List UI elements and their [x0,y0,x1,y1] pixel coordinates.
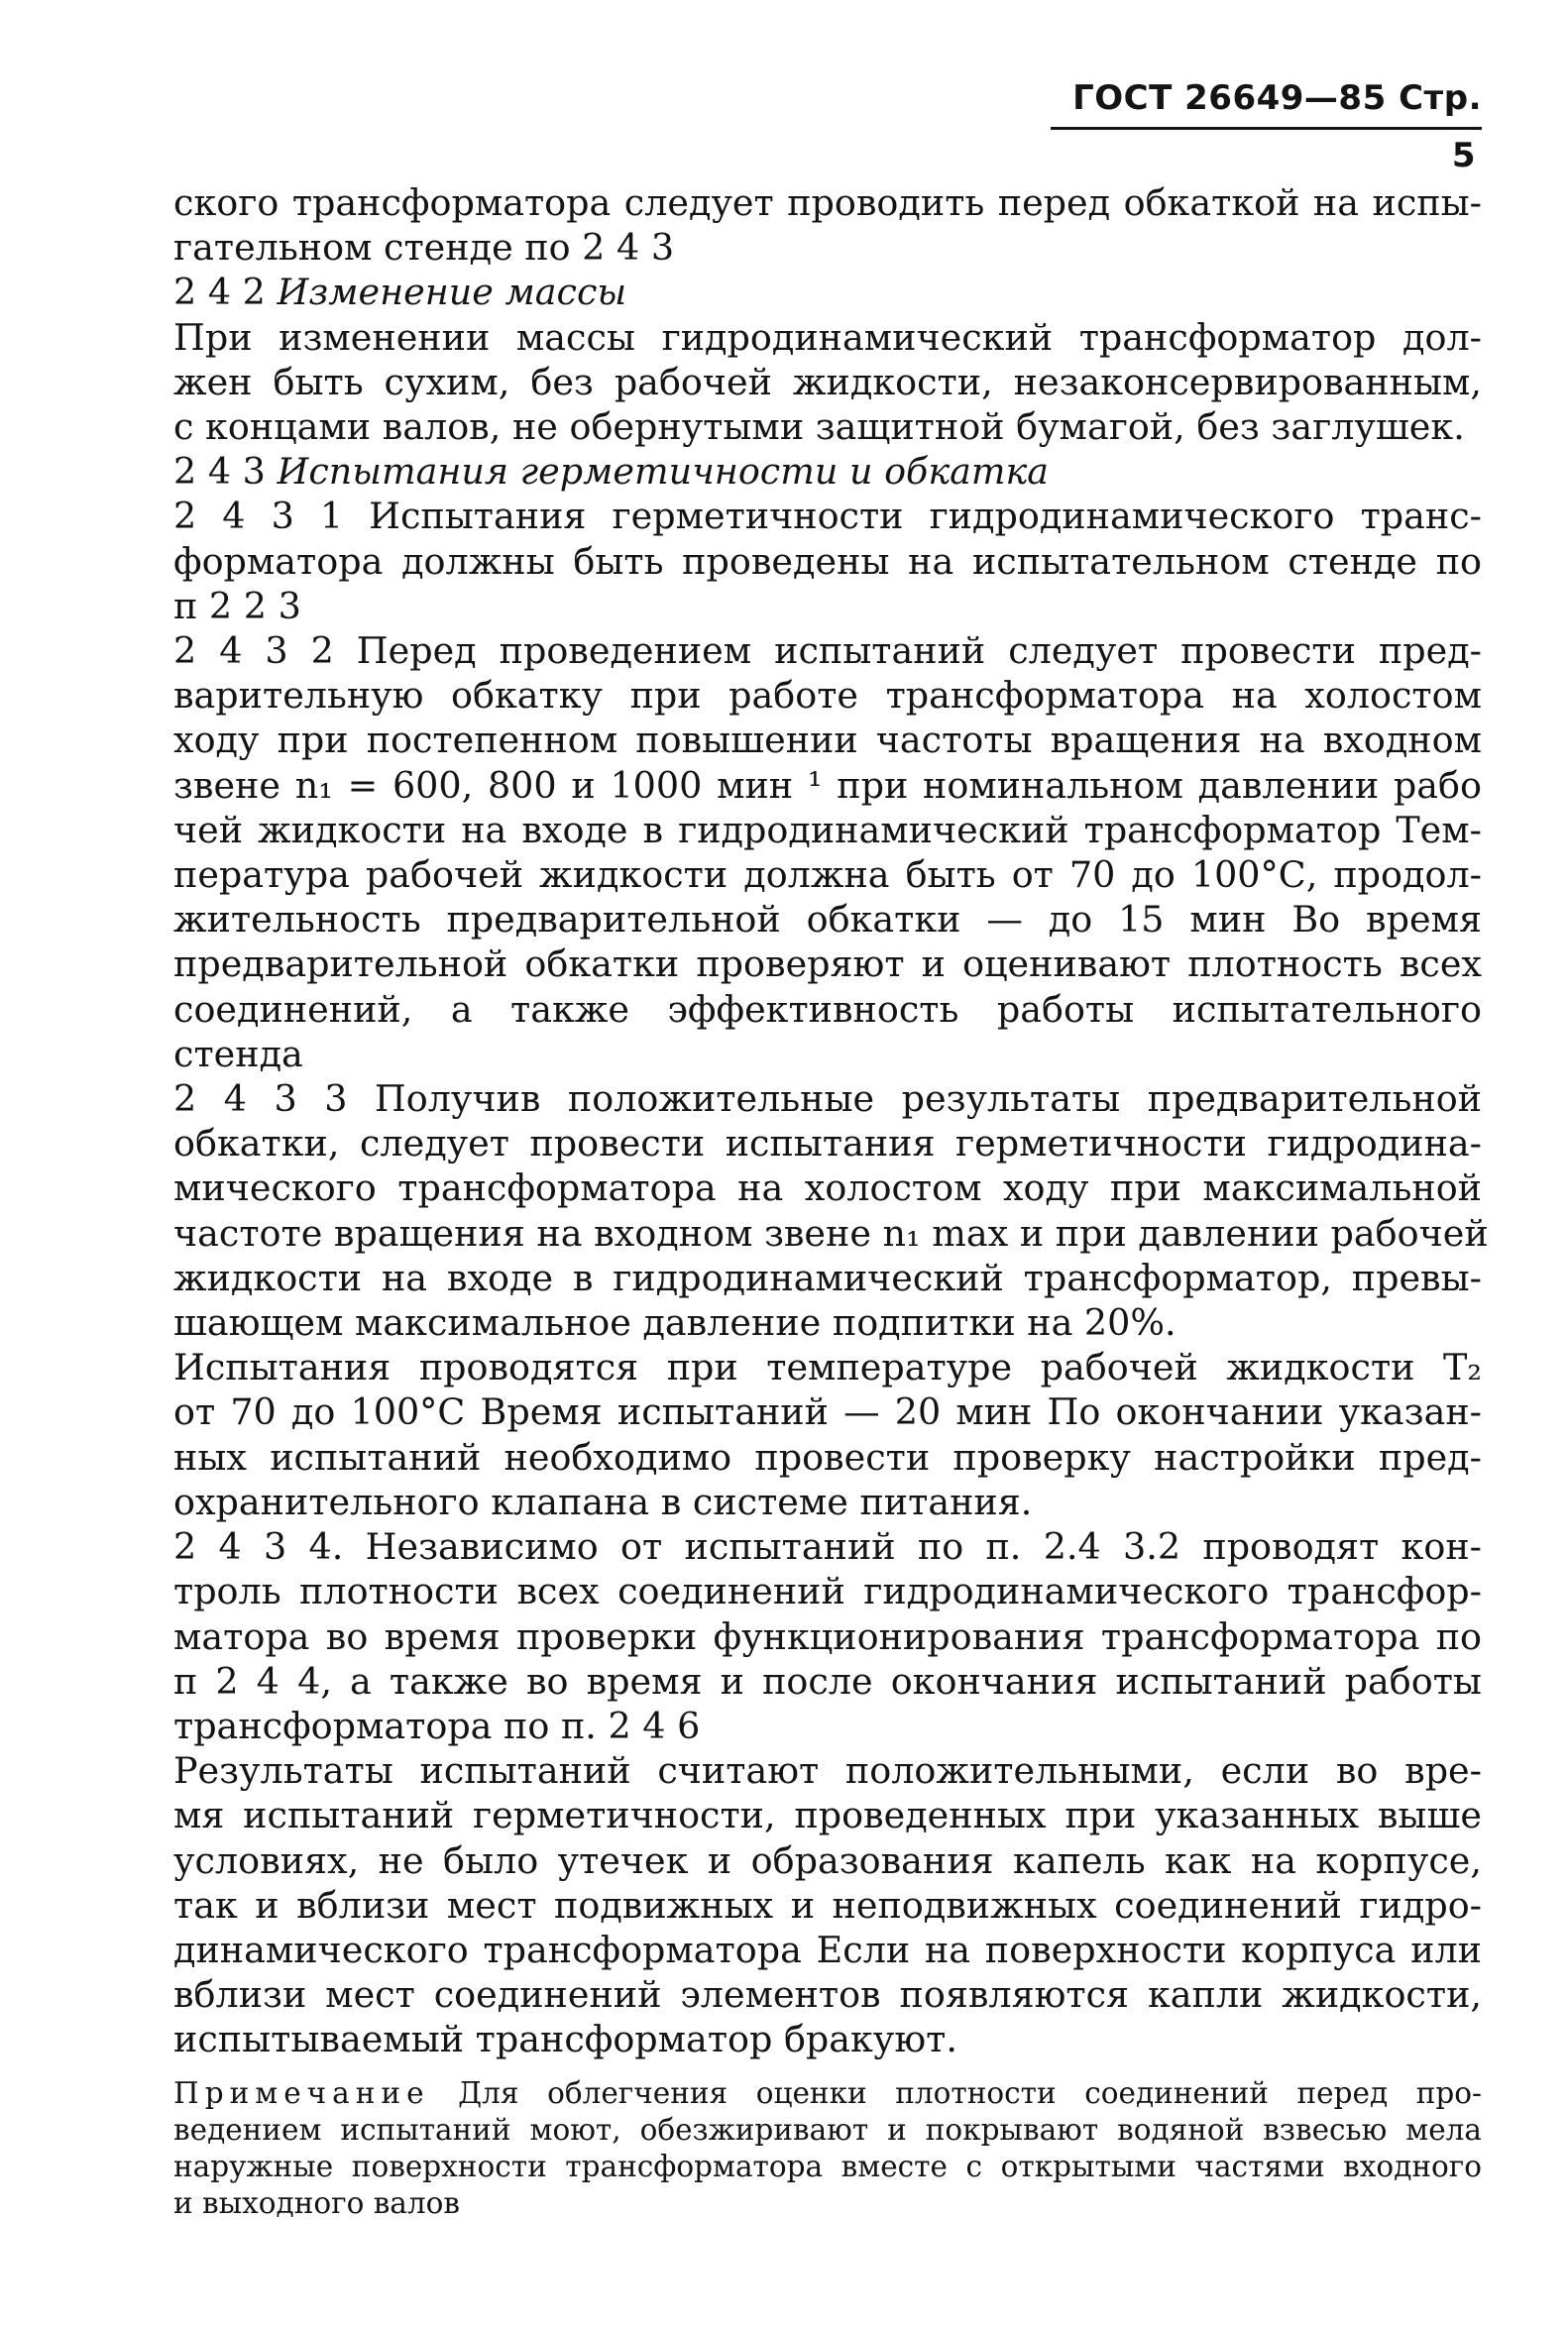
body-line: частоте вращения на входном звене n₁ max и при давлении рабочей [173,1211,1489,1255]
header-standard-number: ГОСТ 26649—85 Стр. 5 [1072,78,1482,175]
body-line: варительную обкатку при работе трансформатора на холостом [173,674,1482,718]
body-line: 2 4 3 1 Испытания герметичности гидродинамического транс- [173,495,1482,538]
body-line: ходу при постепенном повышении частоты вращения на входном [173,719,1482,762]
body-line: 2 4 3 2 Перед проведением испытаний следует провести пред- [173,629,1482,673]
body-line: обкатки, следует провести испытания герметичности гидродина- [173,1122,1482,1165]
body-line: 2 4 3 3 Получив положительные результаты предварительной [173,1077,1482,1121]
body-line: соединений, а также эффективность работы испытательного [173,987,1482,1031]
note-line: ведением испытаний моют, обезжиривают и покрывают водяной взвесью мела [173,2113,1482,2147]
body-line: троль плотности всех соединений гидродинамического трансфор- [173,1570,1482,1613]
main-body-text [173,180,1489,2062]
body-line: мического трансформатора на холостом ходу при максимальной [173,1166,1482,1210]
body-line: п 2 4 4, а также во время и после окончания испытаний работы [173,1659,1482,1703]
body-line: условиях, не было утечек и образования капель как на корпусе, [173,1838,1482,1882]
body-line: так и вблизи мест подвижных и неподвижных соединений гидро- [173,1883,1482,1927]
note-text: Для облегчения оценки плотности соединений перед про- [458,2076,1482,2110]
body-line: ных испытаний необходимо провести проверку настройки пред- [173,1435,1482,1479]
section-heading-line [173,449,1482,494]
section-heading-line [173,270,1482,314]
body-line: динамического трансформатора Если на поверхности корпуса или [173,1928,1482,1971]
body-line: охранительного клапана в системе питания. [173,1480,1033,1523]
body-line: Испытания проводятся при температуре рабочей жидкости T₂ [173,1346,1482,1389]
body-line: п 2 2 3 [173,584,301,627]
body-line: гательном стенде по 2 4 3 [173,226,675,270]
body-line: чей жидкости на входе в гидродинамический трансформатор Тем- [173,808,1482,851]
page-header [1051,69,1482,175]
body-line: мя испытаний герметичности, проведенных при указанных выше [173,1794,1482,1837]
body-line: от 70 до 100°С Время испытаний — 20 мин По окончании указан- [173,1390,1482,1434]
body-line: предварительной обкатки проверяют и оценивают плотность всех [173,943,1482,986]
body-line: форматора должны быть проведены на испытательном стенде по [173,539,1482,583]
body-line: вблизи мест соединений элементов появляются капли жидкости, [173,1973,1482,2017]
section-title: Испытания герметичности и обкатка [277,450,1050,494]
section-title: Изменение массы [277,271,627,314]
body-line: испытываемый трансформатор бракуют. [173,2018,957,2061]
body-line: пература рабочей жидкости должна быть от 70 до 100°С, продол- [173,853,1482,897]
body-line: Результаты испытаний считают положительными, если во вре- [173,1749,1482,1793]
body-line: звене n₁ = 600, 800 и 1000 мин ¹ при номинальном давлении рабо [173,763,1482,807]
body-line: При изменении массы гидродинамический трансформатор дол- [173,315,1482,359]
body-line: трансформатора по п. 2 4 6 [173,1704,701,1747]
note-line: и выходного валов [173,2186,461,2220]
note-label: Примечание [173,2076,430,2110]
body-line: жидкости на входе в гидродинамический трансформатор, превы- [173,1256,1482,1299]
body-line: жен быть сухим, без рабочей жидкости, незаконсервированным, [173,360,1482,403]
note-line [173,2075,1482,2112]
note-line: наружные поверхности трансформатора вместе с открытыми частями входного [173,2150,1482,2183]
body-line: 2 4 3 4. Независимо от испытаний по п. 2.4 3.2 проводят кон- [173,1525,1482,1569]
body-line: стенда [173,1032,303,1075]
body-line: ского трансформатора следует проводить перед обкаткой на испы- [173,181,1482,224]
section-number: 2 4 3 [173,450,278,494]
section-number: 2 4 2 [173,271,278,314]
footnote-note [173,2075,1482,2222]
body-line: шающем максимальное давление подпитки на 20%. [173,1301,1176,1345]
body-line: матора во время проверки функционирования трансформатора по [173,1614,1482,1658]
body-line: жительность предварительной обкатки — до 15 мин Во время [173,898,1482,942]
body-line: с концами валов, не обернутыми защитной бумагой, без заглушек. [173,405,1465,449]
